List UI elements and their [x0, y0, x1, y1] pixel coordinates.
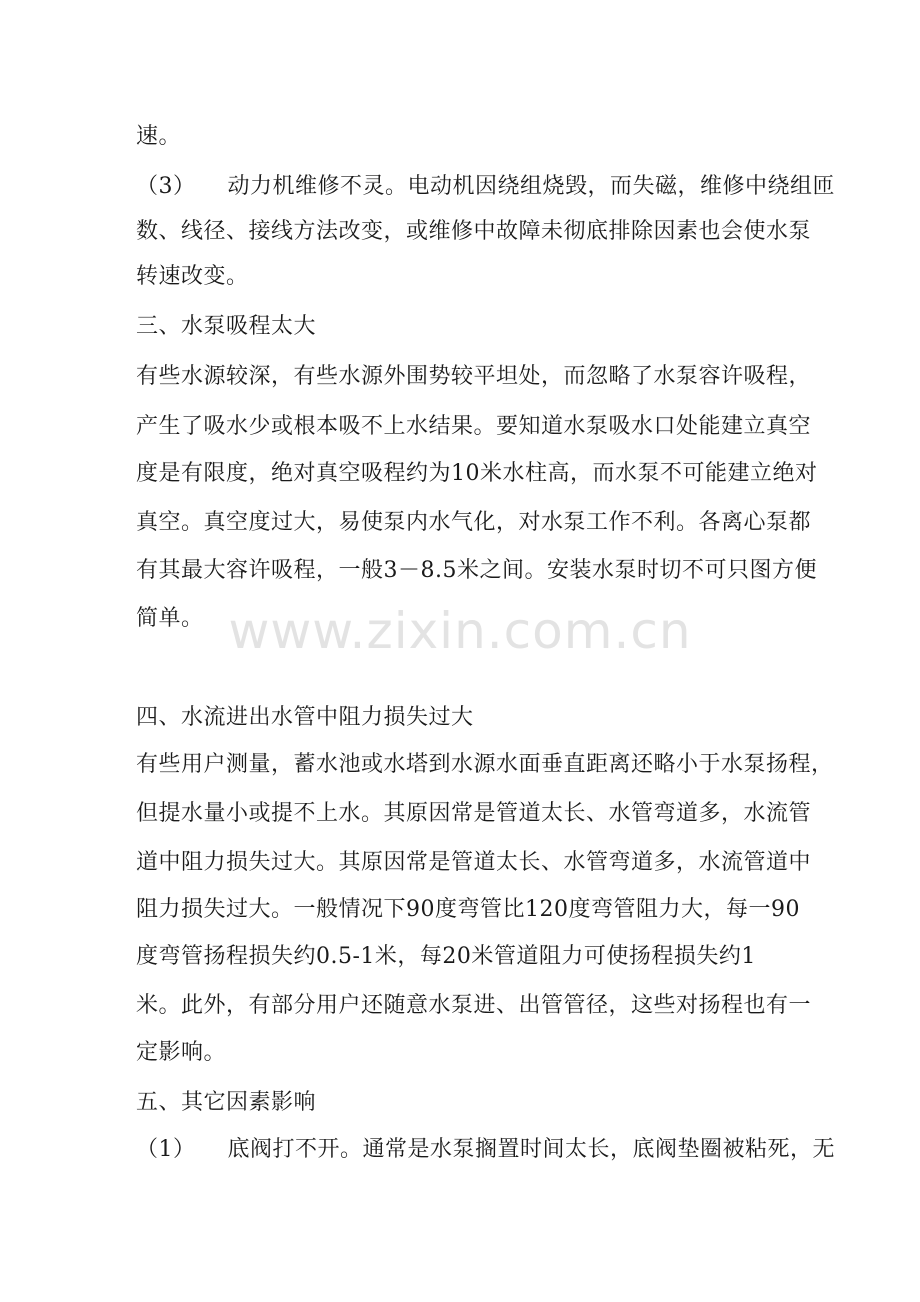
- text-line: 度是有限度，绝对真空吸程约为10米水柱高，而水泵不可能建立绝对: [136, 461, 818, 486]
- watermark: www.zixin.com.cn: [228, 602, 692, 660]
- text-line: 数、线径、接线方法改变，或维修中故障未彻底排除因素也会使水泵: [136, 219, 812, 244]
- text-line: 有些用户测量，蓄水池或水塔到水源水面垂直距离还略小于水泵扬程，: [136, 752, 834, 777]
- text-line: 转速改变。: [136, 264, 249, 289]
- text-line: 产生了吸水少或根本吸不上水结果。要知道水泵吸水口处能建立真空: [136, 414, 812, 439]
- text-line: 定影响。: [136, 1040, 227, 1065]
- section-heading-4: 四、水流进出水管中阻力损失过大: [136, 705, 474, 730]
- list-marker: （1）: [136, 1137, 196, 1162]
- text-line: 度弯管扬程损失约0.5-1米，每20米管道阻力可使扬程损失约1: [136, 944, 756, 969]
- section-heading-3: 三、水泵吸程太大: [136, 314, 317, 339]
- text-line: 有些水源较深，有些水源外围势较平坦处，而忽略了水泵容许吸程，: [136, 364, 812, 389]
- text-line: 真空。真空度过大，易使泵内水气化，对水泵工作不利。各离心泵都: [136, 510, 812, 535]
- text-line: 但提水量小或提不上水。其原因常是管道太长、水管弯道多，水流管: [136, 801, 812, 826]
- text-line: 有其最大容许吸程，一般3－8.5米之间。安装水泵时切不可只图方便: [136, 558, 817, 583]
- text-line: 简单。: [136, 606, 204, 631]
- list-marker: （3）: [136, 174, 196, 199]
- text-line: 米。此外，有部分用户还随意水泵进、出管管径，这些对扬程也有一: [136, 993, 812, 1018]
- text-line: 速。: [136, 124, 182, 149]
- text-line: 道中阻力损失过大。其原因常是管道太长、水管弯道多，水流管道中: [136, 850, 812, 875]
- section-heading-5: 五、其它因素影响: [136, 1090, 317, 1115]
- list-item-1: （1） 底阀打不开。通常是水泵搁置时间太长，底阀垫圈被粘死，无: [136, 1137, 836, 1162]
- text-line: 阻力损失过大。一般情况下90度弯管比120度弯管阻力大，每一90: [136, 897, 800, 922]
- list-item-3: （3） 动力机维修不灵。电动机因绕组烧毁，而失磁，维修中绕组匝: [136, 174, 836, 199]
